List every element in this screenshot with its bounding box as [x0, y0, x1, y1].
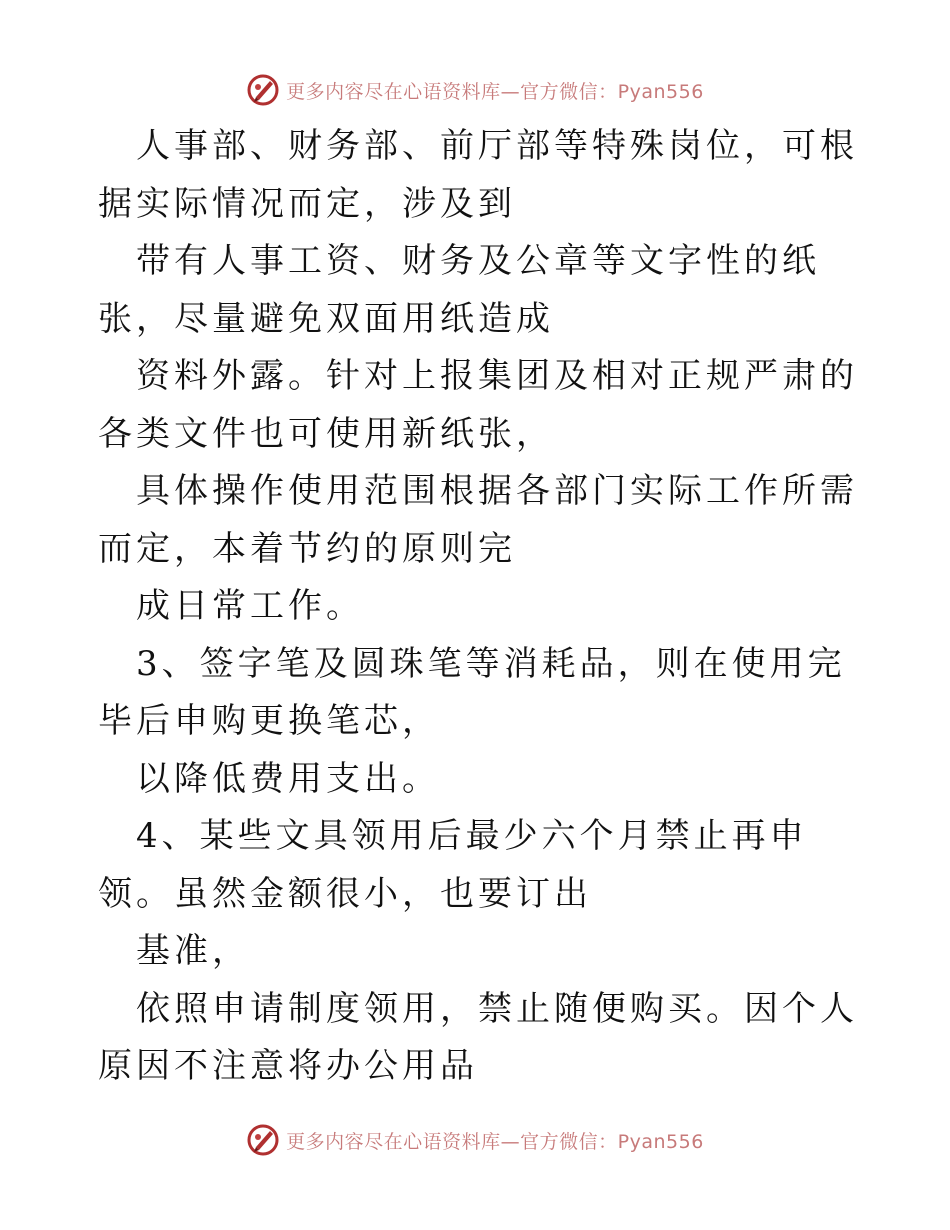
header-banner-text: 更多内容尽在心语资料库—官方微信：Pyan556: [286, 80, 704, 103]
paragraph: 依照申请制度领用，禁止随便购买。因个人原因不注意将办公用品: [98, 988, 858, 1086]
paragraph: 4、某些文具领用后最少六个月禁止再申领。虽然金额很小，也要订出: [98, 816, 808, 914]
paragraph: 资料外露。针对上报集团及相对正规严肃的各类文件也可使用新纸张，: [98, 356, 858, 454]
footer-banner: [0, 1120, 950, 1160]
paragraph: 3、签字笔及圆珠笔等消耗品，则在使用完毕后申购更换笔芯，: [98, 643, 846, 741]
footer-banner-text: 更多内容尽在心语资料库—官方微信：Pyan556: [286, 1130, 704, 1153]
document-body: [98, 118, 858, 1096]
paragraph: 带有人事工资、财务及公章等文字性的纸张，尽量避免双面用纸造成: [98, 241, 820, 339]
pen-logo-icon: [246, 73, 280, 107]
paragraph: 成日常工作。: [136, 586, 364, 626]
paragraph: 基准，: [136, 931, 250, 971]
paragraph: 以降低费用支出。: [136, 758, 440, 799]
pen-logo-icon: [246, 1123, 280, 1157]
paragraph: 人事部、财务部、前厅部等特殊岗位，可根据实际情况而定，涉及到: [98, 126, 858, 224]
header-banner: [0, 70, 950, 110]
paragraph: 具体操作使用范围根据各部门实际工作所需而定，本着节约的原则完: [98, 471, 858, 569]
